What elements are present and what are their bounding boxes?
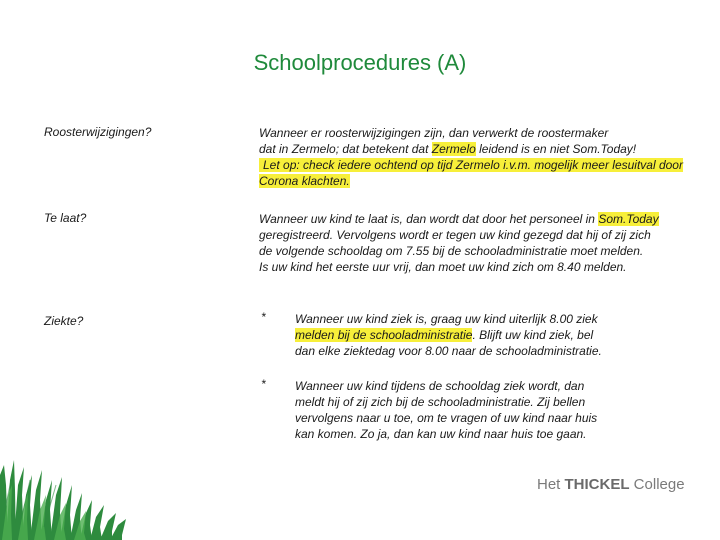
page-title: Schoolprocedures (A)	[253, 50, 467, 75]
label-te-laat: Te laat?	[44, 211, 87, 225]
paragraph-roosterwijzigingen	[259, 125, 719, 189]
highlight-zermelo: Zermelo	[431, 142, 476, 156]
text-line: kan komen. Zo ja, dan kan uw kind naar huis toe gaan.	[295, 427, 587, 441]
text-line	[259, 173, 719, 189]
text-fragment: . Blijft uw kind ziek, bel	[472, 328, 594, 342]
text-line: meldt hij of zij zich bij de schooladministratie. Zij bellen	[295, 395, 586, 409]
text-line: Wanneer uw kind tijdens de schooldag ziek wordt, dan	[295, 379, 585, 393]
text-line: Wanneer er roosterwijzigingen zijn, dan verwerkt de roostermaker	[259, 126, 609, 140]
label-ziekte: Ziekte?	[44, 314, 84, 328]
text-line	[259, 211, 719, 227]
text-line: Wanneer uw kind ziek is, graag uw kind uiterlijk 8.00 ziek	[295, 312, 598, 326]
text-line: de volgende schooldag om 7.55 bij de schooladministratie moet melden.	[259, 244, 644, 258]
text-line: geregistreerd. Vervolgens wordt er tegen uw kind gezegd dat hij of zij zich	[259, 228, 651, 242]
logo-text-college: College	[629, 476, 685, 493]
text-line: vervolgens naar u toe, om te vragen of uw kind naar huis	[295, 411, 598, 425]
logo-text-thickel: THICKEL	[564, 476, 630, 493]
text-fragment: leidend is en niet Som.Today!	[475, 142, 637, 156]
highlight-schooladministratie: melden bij de schooladministratie	[295, 328, 473, 342]
bullet-ziek-melden	[295, 311, 675, 359]
bullet-marker: *	[261, 310, 266, 324]
label-roosterwijzigingen: Roosterwijzigingen?	[44, 125, 152, 139]
highlight-somtoday: Som.Today	[598, 212, 659, 226]
highlight-corona: Corona klachten.	[259, 174, 350, 188]
grass-decoration-image	[0, 455, 140, 540]
school-logo	[537, 476, 685, 493]
highlight-let-op: Let op: check iedere ochtend op tijd Zermelo i.v.m. mogelijk meer lesuitval door	[259, 158, 683, 172]
text-line	[259, 141, 719, 157]
logo-text-het: Het	[537, 476, 565, 493]
text-fragment: Wanneer uw kind te laat is, dan wordt dat door het personeel in	[259, 212, 599, 226]
bullet-ziek-tijdens-schooldag	[295, 378, 675, 442]
text-line	[259, 157, 719, 173]
text-line: dan elke ziektedag voor 8.00 naar de schooladministratie.	[295, 344, 602, 358]
paragraph-te-laat	[259, 211, 719, 275]
text-fragment: dat in Zermelo; dat betekent dat	[259, 142, 432, 156]
text-line	[295, 327, 675, 343]
text-line: Is uw kind het eerste uur vrij, dan moet uw kind zich om 8.40 melden.	[259, 260, 627, 274]
bullet-marker: *	[261, 377, 266, 391]
